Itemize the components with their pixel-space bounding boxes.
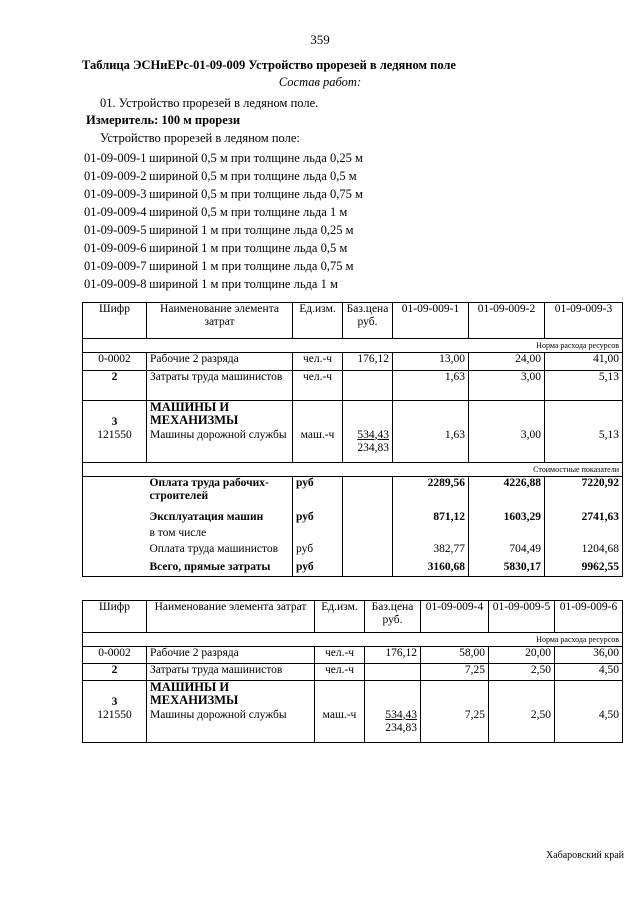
machines-group-code: 3: [83, 681, 147, 709]
row-unit: чел.-ч: [293, 353, 343, 371]
row-value-2: 2,50: [489, 709, 555, 743]
row-code: 121550: [83, 709, 147, 743]
table-row: [83, 353, 623, 371]
row-code: 0-0002: [83, 353, 147, 371]
table-title: Таблица ЭСНиЕРс-01-09-009 Устройство прорезей в ледяном поле: [82, 58, 456, 72]
cost-row: [83, 543, 623, 561]
section-norm-label: Норма расхода ресурсов: [83, 633, 623, 647]
section-cost-label: Стоимостные показатели: [83, 463, 623, 477]
cost-name: в том числе: [147, 527, 293, 543]
cost-value-3: 1204,68: [545, 543, 623, 561]
cost-row: [83, 527, 623, 543]
machines-group-title: МАШИНЫ И МЕХАНИЗМЫ: [147, 401, 293, 429]
header-col-1: 01-09-009-4: [421, 601, 489, 633]
row-unit: маш.-ч: [293, 429, 343, 463]
cost-name: Эксплуатация машин: [147, 511, 293, 527]
row-name: Затраты труда машинистов: [147, 371, 293, 401]
header-base-price: Баз.цена руб.: [365, 601, 421, 633]
row-value-1: 7,25: [421, 709, 489, 743]
row-value-3: 4,50: [555, 664, 623, 681]
table-row: [83, 647, 623, 664]
header-unit: Ед.изм.: [293, 303, 343, 339]
row-base-price: [343, 429, 393, 463]
base-price-lower: 234,83: [357, 441, 389, 454]
page-footer: Хабаровский край: [546, 850, 624, 861]
row-name: Машины дорожной службы: [147, 709, 315, 743]
variant-row: [84, 167, 363, 185]
header-col-3: 01-09-009-3: [545, 303, 623, 339]
cost-unit: руб: [293, 543, 343, 561]
cost-name: Всего, прямые затраты: [147, 561, 293, 577]
cost-row: [83, 477, 623, 511]
cost-value-1: 871,12: [393, 511, 469, 527]
base-price-upper: 534,43: [357, 428, 389, 441]
variant-code: 01-09-009-1: [84, 151, 147, 165]
row-code: 2: [83, 371, 147, 401]
variant-row: [84, 221, 363, 239]
variant-text: шириной 1 м при толщине льда 1 м: [149, 277, 338, 291]
variant-code: 01-09-009-5: [84, 223, 147, 237]
variant-row: [84, 275, 363, 293]
row-value-3: 41,00: [545, 353, 623, 371]
row-value-2: 20,00: [489, 647, 555, 664]
measure-unit: Измеритель: 100 м прорези: [86, 113, 241, 127]
cost-name: Оплата труда рабочих-строителей: [147, 477, 293, 511]
variants-list: [84, 149, 363, 293]
variant-text: шириной 1 м при толщине льда 0,5 м: [149, 241, 348, 255]
row-value-2: 3,00: [469, 371, 545, 401]
header-col-1: 01-09-009-1: [393, 303, 469, 339]
variant-text: шириной 0,5 м при толщине льда 0,75 м: [149, 187, 363, 201]
machines-group-row: [83, 401, 623, 429]
variant-text: шириной 1 м при толщине льда 0,25 м: [149, 223, 354, 237]
header-code: Шифр: [83, 601, 147, 633]
variant-row: [84, 185, 363, 203]
variant-text: шириной 0,5 м при толщине льда 0,5 м: [149, 169, 357, 183]
row-value-3: 4,50: [555, 709, 623, 743]
cost-unit: руб: [293, 477, 343, 511]
row-base-price: 176,12: [365, 647, 421, 664]
cost-value-2: 704,49: [469, 543, 545, 561]
row-value-1: 1,63: [393, 371, 469, 401]
row-value-1: 7,25: [421, 664, 489, 681]
section-cost-row: [83, 463, 623, 477]
row-value-1: 13,00: [393, 353, 469, 371]
row-base-price: [343, 371, 393, 401]
row-base-price: 176,12: [343, 353, 393, 371]
row-name: Машины дорожной службы: [147, 429, 293, 463]
header-unit: Ед.изм.: [315, 601, 365, 633]
row-name: Рабочие 2 разряда: [147, 647, 315, 664]
table-row: [83, 371, 623, 401]
row-code: 0-0002: [83, 647, 147, 664]
variant-code: 01-09-009-2: [84, 169, 147, 183]
header-col-3: 01-09-009-6: [555, 601, 623, 633]
row-code: 2: [83, 664, 147, 681]
variant-text: шириной 0,5 м при толщине льда 1 м: [149, 205, 348, 219]
machines-group-title: МАШИНЫ И МЕХАНИЗМЫ: [147, 681, 315, 709]
variant-row: [84, 203, 363, 221]
row-value-2: 24,00: [469, 353, 545, 371]
variant-text: шириной 0,5 м при толщине льда 0,25 м: [149, 151, 363, 165]
cost-value-2: 4226,88: [469, 477, 545, 511]
work-item: 01. Устройство прорезей в ледяном поле.: [100, 96, 319, 110]
base-price-lower: 234,83: [385, 721, 417, 734]
header-col-2: 01-09-009-5: [489, 601, 555, 633]
variant-code: 01-09-009-3: [84, 187, 147, 201]
cost-value-2: 5830,17: [469, 561, 545, 577]
resource-table-2: [82, 600, 623, 743]
row-unit: чел.-ч: [315, 664, 365, 681]
row-base-price: [365, 664, 421, 681]
section-norm-row: [83, 633, 623, 647]
row-value-1: 58,00: [421, 647, 489, 664]
section-norm-label: Норма расхода ресурсов: [83, 339, 623, 353]
row-value-2: 2,50: [489, 664, 555, 681]
table-row: [83, 709, 623, 743]
table-row: [83, 664, 623, 681]
table-header-row: [83, 303, 623, 339]
cost-value-3: 7220,92: [545, 477, 623, 511]
header-col-2: 01-09-009-2: [469, 303, 545, 339]
header-name: Наименование элемента затрат: [147, 601, 315, 633]
cost-value-3: 2741,63: [545, 511, 623, 527]
row-code: 121550: [83, 429, 147, 463]
table-header-row: [83, 601, 623, 633]
cost-value-2: 1603,29: [469, 511, 545, 527]
header-base-price: Баз.цена руб.: [343, 303, 393, 339]
cost-unit: руб: [293, 511, 343, 527]
variant-code: 01-09-009-8: [84, 277, 147, 291]
row-value-3: 5,13: [545, 429, 623, 463]
row-unit: чел.-ч: [293, 371, 343, 401]
work-composition-heading: Состав работ:: [278, 75, 362, 89]
cost-row: [83, 511, 623, 527]
cost-value-1: 3160,68: [393, 561, 469, 577]
variant-text: шириной 1 м при толщине льда 0,75 м: [149, 259, 354, 273]
row-name: Рабочие 2 разряда: [147, 353, 293, 371]
variants-description: Устройство прорезей в ледяном поле:: [100, 131, 300, 145]
cost-name: Оплата труда машинистов: [147, 543, 293, 561]
row-unit: чел.-ч: [315, 647, 365, 664]
variant-row: [84, 257, 363, 275]
variant-code: 01-09-009-7: [84, 259, 147, 273]
variant-row: [84, 149, 363, 167]
row-value-2: 3,00: [469, 429, 545, 463]
row-value-3: 5,13: [545, 371, 623, 401]
resource-table-1: [82, 302, 623, 577]
machines-group-row: [83, 681, 623, 709]
section-norm-row: [83, 339, 623, 353]
cost-unit: руб: [293, 561, 343, 577]
row-value-3: 36,00: [555, 647, 623, 664]
variant-code: 01-09-009-4: [84, 205, 147, 219]
base-price-upper: 534,43: [385, 708, 417, 721]
cost-value-1: 382,77: [393, 543, 469, 561]
cost-value-3: 9962,55: [545, 561, 623, 577]
header-name: Наименование элемента затрат: [147, 303, 293, 339]
cost-value-1: 2289,56: [393, 477, 469, 511]
row-value-1: 1,63: [393, 429, 469, 463]
page-number: 359: [310, 32, 330, 47]
cost-row: [83, 561, 623, 577]
table-row: [83, 429, 623, 463]
row-name: Затраты труда машинистов: [147, 664, 315, 681]
header-code: Шифр: [83, 303, 147, 339]
variant-row: [84, 239, 363, 257]
machines-group-code: 3: [83, 401, 147, 429]
row-unit: маш.-ч: [315, 709, 365, 743]
variant-code: 01-09-009-6: [84, 241, 147, 255]
row-base-price: [365, 709, 421, 743]
